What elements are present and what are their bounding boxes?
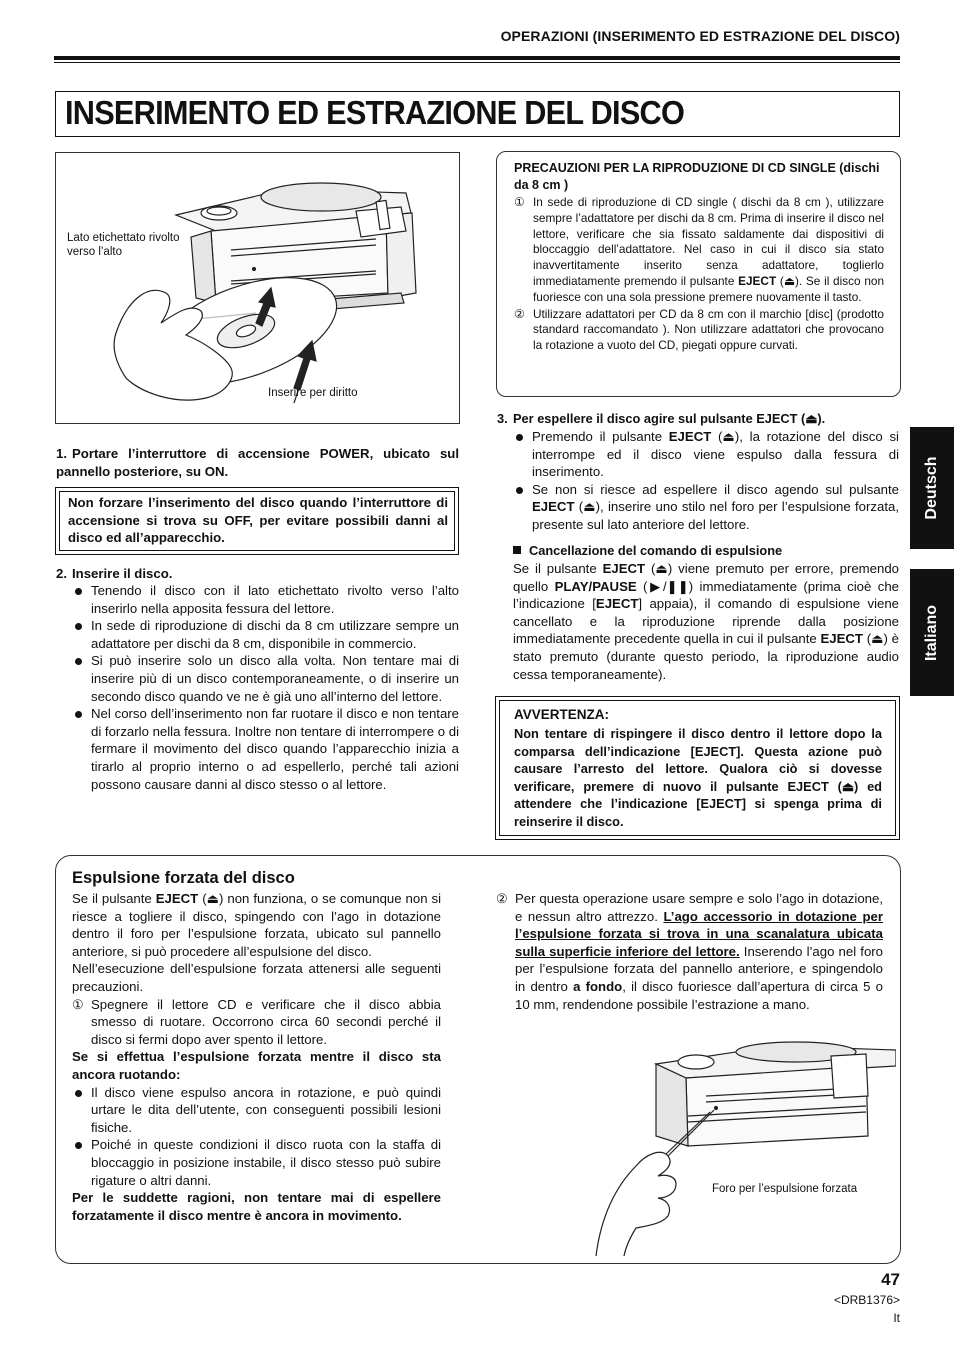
text: Inserendo l’ago nel foro per l’espulsione forzata del pannello anteriore, e spingendolo in dentro	[515, 943, 884, 994]
step-3	[497, 410, 897, 428]
square-bullet-icon	[513, 546, 521, 554]
step-1	[56, 445, 459, 480]
text: Per questa operazione usare sempre e solo l’ago in dotazione, e nessun altro attrezzo.	[515, 891, 883, 924]
bullet-text-end: (⏏), inserire uno stilo nel foro per l’espulsione forzata, presente sul lato anteriore del lettore.	[532, 499, 899, 532]
cancel-text	[513, 560, 899, 683]
text: Se il pulsante	[513, 561, 603, 576]
eject-indicator-label: EJECT	[595, 596, 639, 612]
label-side-up: Lato etichettato rivolto verso l’alto	[67, 232, 180, 258]
item-1-text: In sede di riproduzione di CD single ( dischi da 8 cm ), utilizzare sempre l’adattatore per dischi da 8 cm. Prima di inserire il disco nel lettore, verificare che sia fissato saldamente dai dispositivi di bloccaggio dell’adattatore. Nel caso in cui il disco sia stato inavvertitamente inserito senza adattatore, toglierlo immediatamente premendo il pulsante	[533, 195, 884, 288]
list-item	[513, 428, 899, 481]
play-pause-key-label: PLAY/PAUSE	[554, 578, 637, 594]
label-forced-eject-hole: Foro per l’espulsione forzata	[712, 1183, 858, 1195]
forced-p1	[72, 890, 441, 960]
label-insert-straight: Inserire per diritto	[268, 387, 358, 399]
tab-deutsch[interactable]	[910, 427, 954, 549]
text: (⏏) non funziona, o se comunque non si riesce a togliere il disco, spingendo con l’ago in dotazione dentro il foro per l’espulsione forzata, ubicato sul pannello anteriore, si può procedere all’espulsione del disco.	[72, 891, 442, 959]
page-title: INSERIMENTO ED ESTRAZIONE DEL DISCO	[65, 94, 685, 131]
cd-player-insert-illustration	[56, 153, 459, 423]
forced-bullets	[72, 1084, 441, 1190]
step-3-bullets	[513, 428, 899, 534]
eject-key-label: EJECT	[155, 891, 199, 906]
avvertenza-text: Non tentare di rispingere il disco dentro il lettore dopo la comparsa dell’indicazione [EJECT]. Questa azione può causare l’arresto del lettore. Qualora ciò si dovesse verificare, premere di nuovo il pulsante EJECT (⏏) ed attendere che l’indicazione [EJECT] si spenga prima di reinserire il disco.	[514, 726, 882, 829]
cancel-title-text: Cancellazione del comando di espulsione	[529, 543, 783, 558]
bullet-text: Premendo il pulsante	[532, 429, 669, 444]
step-1-text: Portare l’interruttore di accensione POWER, ubicato sul pannello posteriore, su ON.	[56, 446, 459, 479]
bullet-text-end: (⏏), la rotazione del disco si interrompe ed il disco viene espulso dalla fessura di inserimento.	[532, 429, 899, 480]
item-1-text-end: (⏏). Se il disco non fuoriesce con una sola pressione premere nuovamente il tasto.	[533, 273, 885, 304]
item-1-marker: ①	[514, 195, 525, 209]
step-2-number: 2.	[56, 566, 67, 581]
warning-box-power	[55, 487, 459, 555]
forced-eject-title: Espulsione forzata del disco	[72, 869, 295, 887]
tab-deutsch-label: Deutsch	[923, 456, 940, 520]
eject-key-label: EJECT	[602, 561, 646, 576]
emphasis: a fondo	[573, 978, 623, 994]
tab-italiano-label: Italiano	[923, 604, 940, 661]
step-1-number: 1.	[56, 446, 67, 461]
precautions-title: PRECAUZIONI PER LA RIPRODUZIONE DI CD SINGLE (dischi da 8 cm )	[514, 161, 880, 192]
avvertenza-title: AVVERTENZA:	[514, 707, 610, 722]
text: , il disco fuoriesce dall’apertura di circa 5 o 10 mm, rendendone possibile l’estrazione a mano.	[515, 978, 883, 1012]
forced-item-2	[496, 890, 883, 1013]
step-3-number: 3.	[497, 411, 508, 426]
text: (▶/❚❚) immediatamente (prima cioè che l’indicazione [	[513, 578, 899, 612]
step-2-bullets	[72, 582, 459, 793]
tab-italiano[interactable]	[910, 569, 954, 696]
forced-item-1	[72, 996, 441, 1049]
list-item: Nel corso dell’inserimento non far ruotare il disco e non tentare di forzarlo nella fessura. Inoltre non tentare di interrompere o di fermare il movimento del disco quando l’apparecchio inizia a tirarlo al proprio interno o ad espellerlo, perché tali azioni possono causare danni al disco stesso o al lettore.	[72, 705, 459, 793]
text: (⏏) viene premuto per errore, premendo quello	[513, 561, 900, 594]
list-item	[513, 481, 899, 534]
running-head: OPERAZIONI (INSERIMENTO ED ESTRAZIONE DEL DISCO)	[500, 28, 900, 44]
warning-power-text: Non forzare l’inserimento del disco quando l’interruttore di accensione si trova su OFF, per evitare possibili danni al disco ed all’apparecchio.	[68, 495, 448, 546]
text: (⏏) è stato premuto (durante questo periodo, la riproduzione audio cessa temporaneamente).	[513, 631, 899, 682]
eject-key-label: EJECT	[668, 429, 712, 444]
eject-key-label: EJECT	[532, 499, 575, 515]
eject-key-label: EJECT	[820, 631, 863, 647]
page-number: 47	[881, 1270, 900, 1289]
precautions-box	[496, 151, 901, 397]
text: Se il pulsante	[72, 891, 156, 906]
list-item: Poiché in queste condizioni il disco ruota con la staffa di bloccaggio in posizione instabile, il disco stesso può subire rigature o altri danni.	[72, 1136, 441, 1189]
header-rule	[54, 56, 900, 60]
item-1-text: Spegnere il lettore CD e verificare che il disco abbia smesso di ruotare. Occorrono circa 60 secondi perché il disco si fermi dopo aver spento il lettore.	[91, 996, 441, 1047]
item-1-marker: ①	[72, 996, 84, 1012]
forced-bold-2: Per le suddette ragioni, non tentare mai di espellere forzatamente il disco mentre è ancora in movimento.	[72, 1190, 441, 1223]
forced-eject-illustration	[576, 1036, 896, 1256]
list-item: Tenendo il disco con il lato etichettato rivolto verso l’alto inserirlo nella apposita fessura del lettore.	[72, 582, 459, 617]
title-box	[55, 91, 900, 137]
list-item: In sede di riproduzione di dischi da 8 cm utilizzare sempre un adattatore per dischi da 8 cm, disponibile in commercio.	[72, 617, 459, 652]
figure-insert-disc	[55, 152, 460, 424]
doc-code: <DRB1376>	[833, 1293, 900, 1307]
precautions-item-1	[514, 195, 884, 354]
forced-eject-left-column	[72, 890, 441, 1224]
step-3-text: Per espellere il disco agire sul pulsante EJECT (⏏).	[513, 411, 826, 426]
list-item: Si può inserire solo un disco alla volta. Non tentare mai di inserire più di un disco contemporaneamente, o di inserire un secondo disco quando ve ne è già uno all’interno del lettore.	[72, 652, 459, 705]
item-2-marker: ②	[514, 306, 525, 321]
text: ] appaia), il comando di espulsione viene cancellato e la riproduzione riprende dalla posizione immediatamente precedente quella in cui il pulsante	[513, 596, 900, 647]
step-2-text: Inserire il disco.	[72, 566, 173, 581]
list-item: Il disco viene espulso ancora in rotazione, e può quindi urtare le dita dell’utente, con conseguenti possibili lesioni fisiche.	[72, 1084, 441, 1137]
forced-bold-1: Se si effettua l’espulsione forzata mentre il disco sta ancora ruotando:	[72, 1049, 441, 1082]
avvertenza-box	[495, 696, 900, 840]
language-code: It	[893, 1311, 900, 1325]
step-2	[56, 565, 172, 583]
forced-p2: Nell’esecuzione dell’espulsione forzata attenersi alle seguenti precauzioni.	[72, 961, 441, 994]
header-rule-thin	[54, 62, 900, 63]
item-2-text: Utilizzare adattatori per CD da 8 cm con il marchio [disc] (prodotto standard raccomandato ). Non utilizzare adattatori che provocano la rotazione a vuoto del CD, piegati oppure curvati.	[533, 306, 884, 353]
forced-eject-section	[55, 855, 901, 1264]
item-2-marker: ②	[496, 891, 508, 906]
cancel-title	[513, 542, 782, 560]
bullet-text: Se non si riesce ad espellere il disco agendo sul pulsante	[532, 481, 899, 497]
eject-key-label: EJECT	[738, 273, 777, 288]
needle-location-note: L’ago accessorio in dotazione per l’espulsione forzata si trova in una scanalatura ubicata sulla superficie inferiore del lettore.	[515, 908, 883, 959]
